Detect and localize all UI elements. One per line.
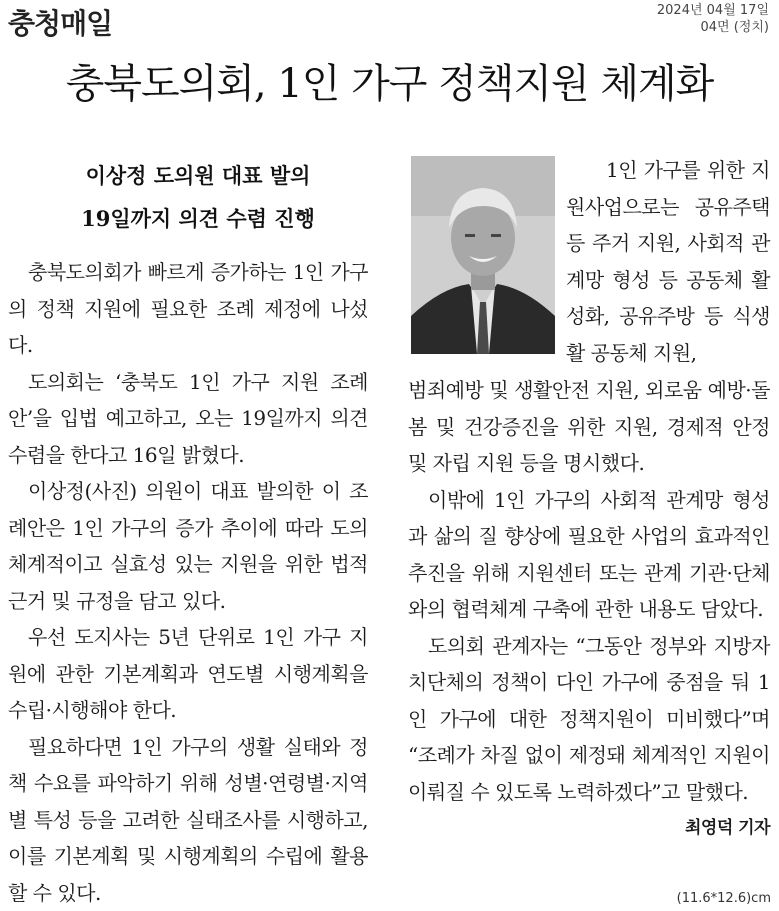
size-note: (11.6*12.6)cm xyxy=(677,891,771,906)
right-paragraph-2: 이밖에 1인 가구의 사회적 관계망 형성과 삶의 질 향상에 필요한 사업의 효과적인 추진을 위해 지원센터 또는 관계 기관·단체와의 협력체계 구축에 관한 내용도 담았다. xyxy=(408,482,770,628)
right-top-text: 1인 가구를 위한 지원사업으로는 공유주택 등 주거 지원, 사회적 관계망 형성 등 공동체 활성화, 공유주방 등 식생활 공동체 지원, xyxy=(566,152,770,371)
headline: 충북도의회, 1인 가구 정책지원 체계화 xyxy=(0,52,779,109)
right-paragraph-3 xyxy=(408,628,770,811)
reporter-photo xyxy=(411,156,555,354)
issue-date: 2024년 04월 17일 xyxy=(657,2,769,19)
right-column-top xyxy=(566,152,770,371)
right-paragraph-1: 범죄예방 및 생활안전 지원, 외로움 예방·돌봄 및 건강증진을 위한 지원, 경제적 안정 및 자립 지원 등을 명시했다. xyxy=(408,372,770,482)
right-paragraph-3-text: 도의회 관계자는 “그동안 정부와 지방자치단체의 정책이 다인 가구에 중점을 둬 1인 가구에 대한 정책지원이 미비했다”며 “조례가 차질 없이 제정돼 체계적인 지원이 이뤄질 수 있도록 노력하겠다”고 말했다. xyxy=(408,634,770,804)
left-paragraph-4: 우선 도지사는 5년 단위로 1인 가구 지원에 관한 기본계획과 연도별 시행계획을 수립·시행해야 한다. xyxy=(8,619,368,729)
left-paragraph-5: 필요하다면 1인 가구의 생활 실태와 정책 수요를 파악하기 위해 성별·연령별·지역별 특성 등을 고려한 실태조사를 시행하고, 이를 기본계획 및 시행계획의 수립에 활용할 수 있다. xyxy=(8,729,368,911)
right-column xyxy=(408,372,770,847)
left-paragraph-1: 충북도의회가 빠르게 증가하는 1인 가구의 정책 지원에 필요한 조례 제정에 나섰다. xyxy=(8,254,368,364)
masthead: 충청매일 xyxy=(8,2,112,42)
left-paragraph-2: 도의회는 ‘충북도 1인 가구 지원 조례안’을 입법 예고하고, 오는 19일까지 의견 수렴을 한다고 16일 밝혔다. xyxy=(8,364,368,474)
subhead-1: 이상정 도의원 대표 발의 xyxy=(8,160,388,190)
left-column xyxy=(8,254,368,911)
page-section: 04면 (정치) xyxy=(657,19,769,36)
byline: 최영덕 기자 xyxy=(665,810,770,847)
issue-meta xyxy=(657,2,769,36)
left-paragraph-3: 이상정(사진) 의원이 대표 발의한 이 조례안은 1인 가구의 증가 추이에 따라 도의 체계적이고 실효성 있는 지원을 위한 법적 근거 및 규정을 담고 있다. xyxy=(8,473,368,619)
subhead-2: 19일까지 의견 수렴 진행 xyxy=(8,203,388,233)
